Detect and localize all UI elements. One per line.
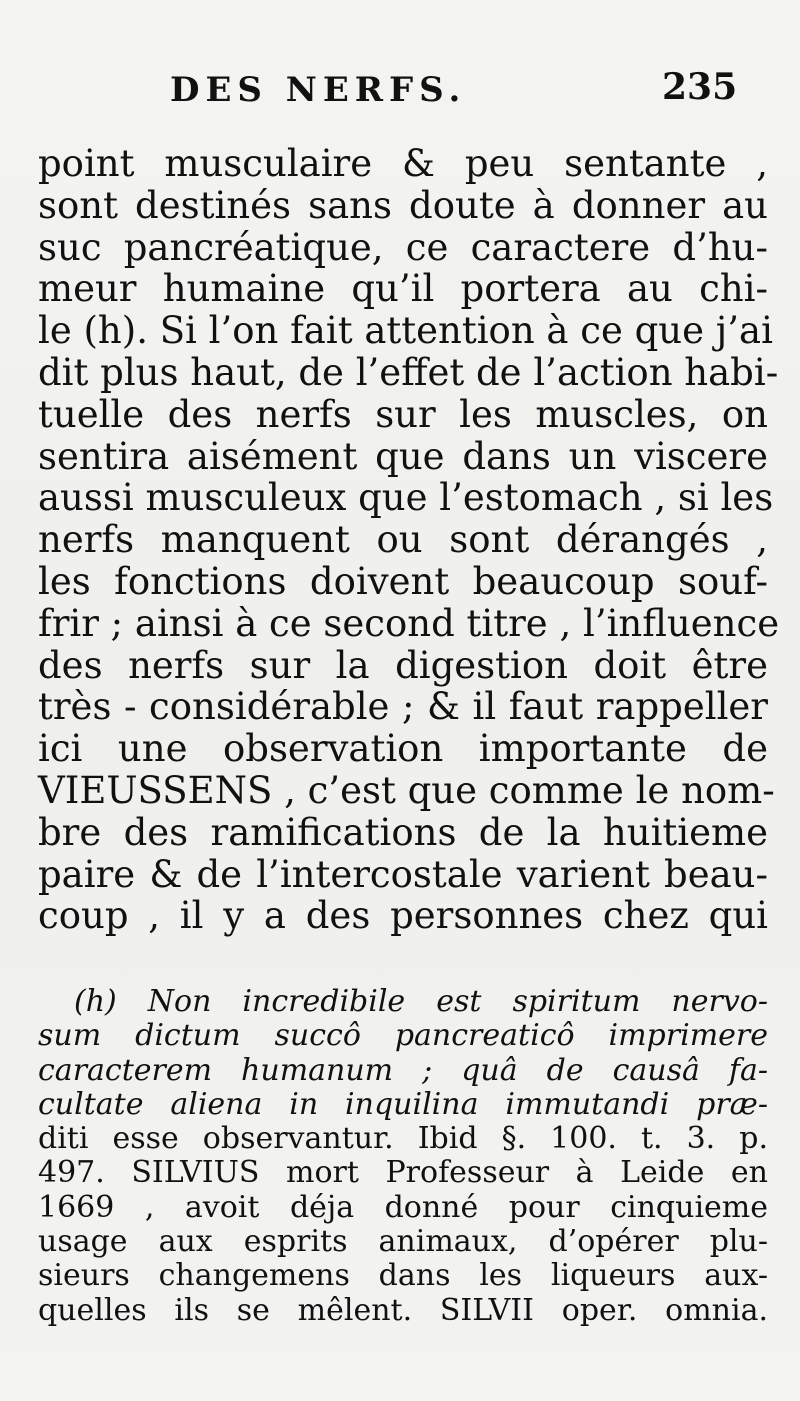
footnote-line: quelles ils se mêlent. SILVII oper. omnia. — [38, 1292, 768, 1328]
body-line: ici une observation importante de — [38, 727, 768, 771]
body-line: suc pancréatique, ce caractere d’hu- — [38, 225, 768, 269]
footnote-line: sieurs changemens dans les liqueurs aux- — [38, 1258, 768, 1294]
footnote-line: (h) Non incredibile est spiritum nervo- — [74, 984, 768, 1019]
footnote-line: usage aux esprits animaux, d’opérer plu- — [38, 1224, 768, 1260]
footnote-line: caracterem humanum ; quâ de causâ fa- — [38, 1052, 768, 1088]
footnote-line: cultate aliena in inquilina immutandi præ- — [38, 1086, 768, 1122]
footnote-line: diti esse observantur. Ibid §. 100. t. 3. p. — [38, 1121, 768, 1157]
footnote — [38, 985, 768, 1328]
footnote-line: sum dictum succô pancreaticô imprimere — [38, 1018, 768, 1054]
body-line: dit plus haut, de l’effet de l’action habi- — [38, 350, 779, 394]
body-line: nerfs manquent ou sont dérangés , — [38, 518, 768, 562]
body-line: très - considérable ; & il faut rappeller — [38, 685, 768, 729]
running-head: DES NERFS. — [170, 70, 467, 110]
body-line: les fonctions doivent beaucoup souf- — [38, 559, 768, 603]
footnote-line: 497. SILVIUS mort Professeur à Leide en — [38, 1155, 768, 1191]
body-line: paire & de l’intercostale varient beau- — [38, 852, 768, 896]
page-number: 235 — [662, 66, 738, 108]
body-line: le (h). Si l’on fait attention à ce que j’ai — [38, 309, 773, 353]
body-line: meur humaine qu’il portera au chi- — [38, 267, 768, 311]
body-text — [38, 142, 780, 938]
body-line: aussi musculeux que l’estomach , si les — [38, 476, 774, 520]
body-line: frir ; ainsi à ce second titre , l’influence — [38, 601, 780, 645]
body-line: VIEUSSENS , c’est que comme le nom- — [38, 768, 775, 812]
body-line: bre des ramifications de la huitieme — [38, 810, 768, 854]
body-line: point musculaire & peu sentante , — [38, 142, 768, 185]
body-line: sentira aisément que dans un viscere — [38, 434, 768, 478]
body-line: des nerfs sur la digestion doit être — [38, 643, 768, 687]
body-line: tuelle des nerfs sur les muscles, on — [38, 392, 768, 436]
footnote-line: 1669 , avoit déja donné pour cinquieme — [38, 1189, 768, 1225]
body-line: sont destinés sans doute à donner au — [38, 183, 768, 227]
body-line: coup , il y a des personnes chez qui — [38, 894, 768, 938]
